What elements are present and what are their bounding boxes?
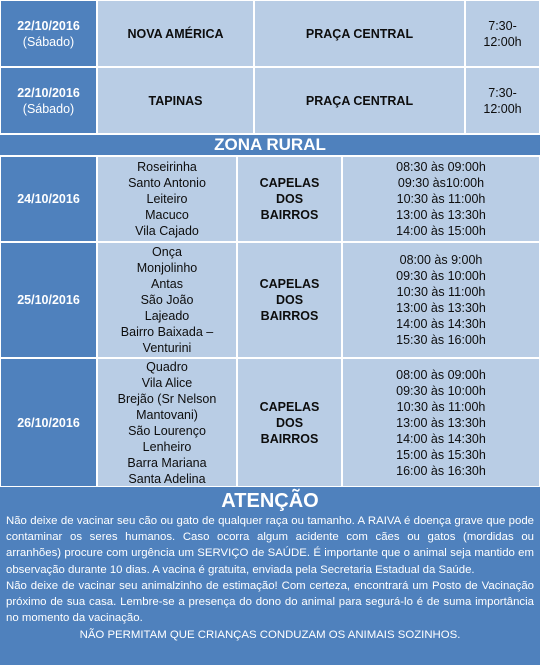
time-cell [465,67,540,134]
time-slot: 13:00 às 13:30h [396,301,486,315]
time-slot: 09:30 às10:00h [397,176,485,190]
locality: São João [140,293,194,307]
time-text: 12:00h [483,34,522,49]
locality: Macuco [145,208,189,222]
location-cell: NOVA AMÉRICA [97,0,254,67]
locality: Lenheiro [142,439,192,454]
time-cell [465,0,540,67]
time-slot: 16:00 às 16:30h [396,463,486,478]
schedule-row [0,358,540,487]
time-slot: 10:30 às 11:00h [396,285,486,299]
locality: Venturini [142,341,192,355]
date-cell: 24/10/2016 [0,156,97,242]
place-line: CAPELAS [259,399,320,414]
date-cell [0,67,97,134]
place-line: CAPELAS [259,277,320,291]
locality: Mantovani) [136,407,198,422]
place-line: DOS [275,293,304,307]
place-line: BAIRROS [260,431,319,446]
locality: Lajeado [144,309,190,323]
times-cell [342,156,540,242]
place-line: DOS [275,415,304,430]
time-slot: 15:00 às 15:30h [396,447,486,462]
locality: Santa Adelina [128,471,206,486]
time-text: 7:30- [488,18,517,33]
date-text: 22/10/2016 [17,85,80,100]
locality: Vila Alice [141,375,193,390]
day-text: (Sábado) [22,101,75,116]
time-slot: 09:30 às 10:00h [396,383,486,398]
schedule-row [0,0,540,67]
place-cell [237,358,342,487]
time-slot: 14:00 às 14:30h [396,431,486,446]
locality: Vila Cajado [135,224,199,238]
time-slot: 08:00 às 9:00h [399,253,483,267]
place-cell: PRAÇA CENTRAL [254,0,465,67]
attention-paragraph: Não deixe de vacinar seu animalzinho de estimação! Com certeza, encontrará um Posto de Vacinação próximo de sua casa. Lembre-se a presença do dono do animal para segurá-lo é de suma importância no momento da vacinação. [6,579,534,625]
locality: Roseirinha [137,160,197,174]
time-slot: 14:00 às 15:00h [396,224,486,238]
attention-paragraph: Não deixe de vacinar seu cão ou gato de qualquer raça ou tamanho. A RAIVA é doença grave que pode contaminar os seres humanos. Caso ocorra algum acidente com cães ou gatos (mordidas ou arranhões) procure com urgência um SERVIÇO de SAÚDE. É importante que o animal seja mantido em observação durante 10 dias. A vacina é gratuita, enviada pela Secretaria Estadual da Saúde. [6,515,534,576]
locality: Brejão (Sr Nelson [117,391,217,406]
place-cell [237,156,342,242]
localities-cell [97,156,237,242]
time-slot: 14:00 às 14:30h [396,317,486,331]
locality: Bairro Baixada – [120,325,214,339]
location-cell: TAPINAS [97,67,254,134]
date-cell: 26/10/2016 [0,358,97,487]
attention-warning: NÃO PERMITAM QUE CRIANÇAS CONDUZAM OS ANIMAIS SOZINHOS. [79,629,461,642]
time-slot: 13:00 às 13:30h [396,415,486,430]
time-slot: 15:30 às 16:00h [396,333,486,347]
place-cell: PRAÇA CENTRAL [254,67,465,134]
place-cell [237,242,342,358]
time-slot: 13:00 às 13:30h [396,208,486,222]
place-line: BAIRROS [260,309,319,323]
time-slot: 08:30 às 09:00h [396,160,486,174]
date-cell: 25/10/2016 [0,242,97,358]
date-cell [0,0,97,67]
locality: São Lourenço [128,423,206,438]
time-slot: 08:00 às 09:00h [396,367,486,382]
locality: Onça [152,245,182,259]
place-line: BAIRROS [260,208,319,222]
locality: Barra Mariana [127,455,207,470]
place-line: DOS [275,192,304,206]
times-cell [342,358,540,487]
attention-panel [0,487,540,665]
locality: Monjolinho [136,261,198,275]
zona-rural-header: ZONA RURAL [0,134,540,156]
schedule-row [0,242,540,358]
place-line: CAPELAS [259,176,320,190]
locality: Antas [151,277,183,291]
time-slot: 10:30 às 11:00h [396,399,486,414]
attention-title: ATENÇÃO [221,490,319,512]
locality: Santo Antonio [128,176,206,190]
time-text: 7:30- [488,85,517,100]
schedule-row [0,67,540,134]
localities-cell [97,358,237,487]
localities-cell [97,242,237,358]
time-slot: 09:30 às 10:00h [396,269,486,283]
time-text: 12:00h [483,101,522,116]
times-cell [342,242,540,358]
schedule-row [0,156,540,242]
day-text: (Sábado) [22,34,75,49]
locality: Quadro [146,359,188,374]
locality: Leiteiro [146,192,188,206]
date-text: 22/10/2016 [17,18,80,33]
time-slot: 10:30 às 11:00h [396,192,486,206]
